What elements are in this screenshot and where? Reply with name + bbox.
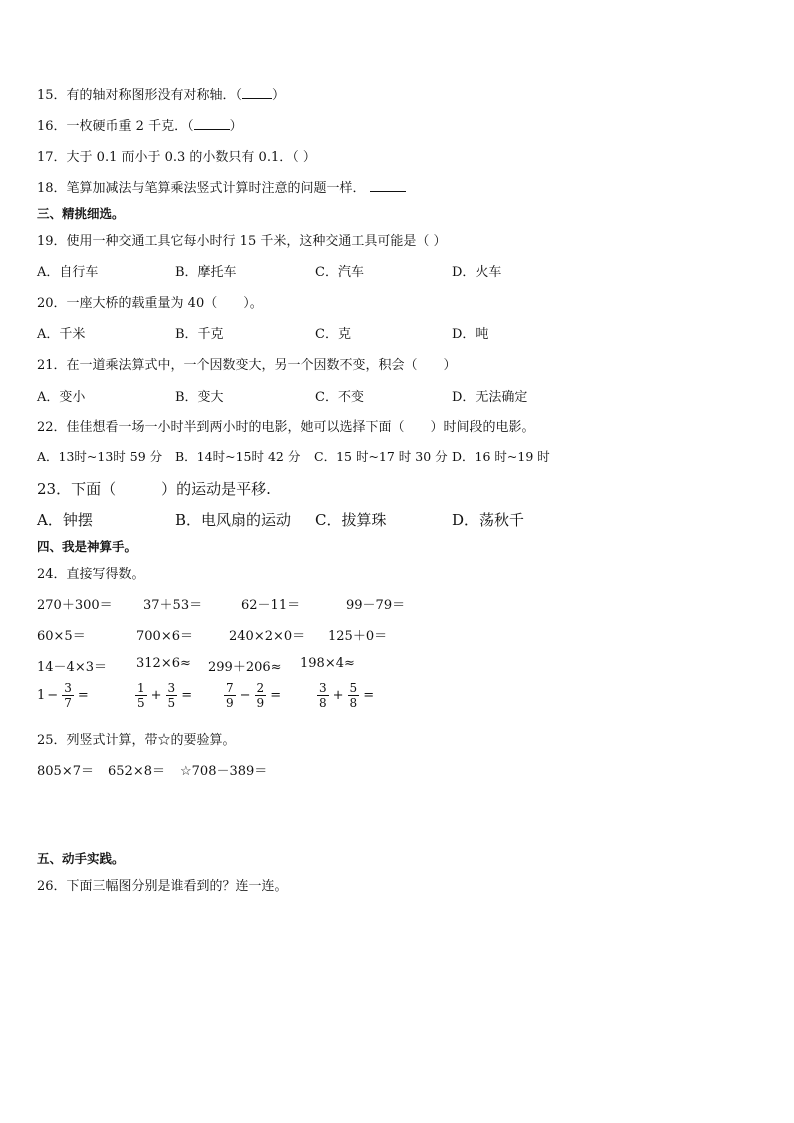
option-c[interactable]: C．不变: [315, 390, 364, 405]
section-3-title: 三、精挑细选。: [37, 206, 125, 221]
answer-blank[interactable]: [242, 86, 272, 99]
option-b[interactable]: B．变大: [175, 390, 224, 405]
calc-item: 37＋53＝: [143, 598, 203, 613]
fraction: $\frac{3}{5}$: [167, 681, 176, 710]
fraction: $\frac{3}{8}$: [319, 681, 327, 710]
option-d[interactable]: D．火车: [452, 265, 502, 280]
calc-item: 700×6＝: [136, 629, 193, 644]
option-c[interactable]: C．汽车: [315, 265, 364, 280]
calc-item: 652×8＝: [108, 764, 165, 779]
calc-item: 125＋0＝: [328, 629, 388, 644]
question-19: 19．使用一种交通工具它每小时行 15 千米，这种交通工具可能是（ ）: [37, 234, 447, 249]
option-d[interactable]: D．无法确定: [452, 390, 528, 405]
calc-item: 60×5＝: [37, 629, 86, 644]
option-a[interactable]: A．13时~13时 59 分: [37, 449, 163, 464]
calc-item: 14－4×3＝: [37, 660, 107, 675]
option-c[interactable]: C．15 时~17 时 30 分: [314, 449, 448, 464]
option-a[interactable]: A．变小: [37, 390, 86, 405]
calc-item: 99－79＝: [346, 598, 406, 613]
option-c[interactable]: C．拔算珠: [315, 511, 387, 529]
option-d[interactable]: D．荡秋千: [452, 511, 525, 529]
section-4-title: 四、我是神算手。: [37, 539, 138, 554]
question-22: 22．佳佳想看一场一小时半到两小时的电影，她可以选择下面（ ）时间段的电影。: [37, 420, 535, 435]
calc-item: 198×4≈: [300, 656, 355, 671]
option-b[interactable]: B．摩托车: [175, 265, 237, 280]
calc-item: 312×6≈: [136, 656, 191, 671]
calc-item: 240×2×0＝: [229, 629, 306, 644]
fraction: $\frac{1}{5}$: [137, 681, 145, 710]
question-20: 20．一座大桥的载重量为 40（ ）。: [37, 296, 263, 311]
option-a[interactable]: A．自行车: [37, 265, 99, 280]
question-23: 23．下面（ ）的运动是平移.: [37, 480, 271, 498]
fraction-expression: $\frac{7}{9}$ − $\frac{2}{9}$ =: [226, 681, 282, 710]
fraction-expression: $\frac{1}{5}$ + $\frac{3}{5}$ =: [137, 681, 193, 710]
fraction-expression: $\frac{3}{8}$ + $\frac{5}{8}$ =: [319, 681, 375, 710]
question-24: 24．直接写得数。: [37, 567, 145, 582]
fraction-expression: 1 − $\frac{3}{7}$ =: [37, 681, 89, 710]
answer-blank[interactable]: [194, 117, 230, 130]
option-b[interactable]: B．千克: [175, 327, 224, 342]
calc-item: 805×7＝: [37, 764, 94, 779]
option-b[interactable]: B．14时~15时 42 分: [175, 449, 301, 464]
fraction: $\frac{3}{7}$: [64, 681, 72, 710]
calc-item: 270＋300＝: [37, 598, 113, 613]
fraction: $\frac{5}{8}$: [349, 681, 358, 710]
section-5-title: 五、动手实践。: [37, 851, 125, 866]
option-d[interactable]: D．吨: [452, 327, 489, 342]
question-26: 26．下面三幅图分别是谁看到的？连一连。: [37, 879, 288, 894]
calc-item: ☆708－389＝: [180, 764, 268, 779]
option-c[interactable]: C．克: [315, 327, 351, 342]
option-a[interactable]: A．钟摆: [37, 511, 93, 529]
question-21: 21．在一道乘法算式中，一个因数变大，另一个因数不变，积会（ ）: [37, 358, 457, 373]
question-16: 16．一枚硬币重 2 千克．（ ）: [37, 119, 243, 134]
calc-item: 299＋206≈: [208, 660, 282, 675]
fraction: $\frac{2}{9}$: [256, 681, 265, 710]
option-b[interactable]: B．电风扇的运动: [175, 511, 292, 529]
answer-blank[interactable]: [370, 179, 406, 192]
question-18: 18．笔算加减法与笔算乘法竖式计算时注意的问题一样．: [37, 177, 406, 196]
question-15: 15．有的轴对称图形没有对称轴．（ ）: [37, 88, 286, 103]
option-a[interactable]: A．千米: [37, 327, 86, 342]
fraction: $\frac{7}{9}$: [226, 681, 234, 710]
calc-item: 62－11＝: [241, 598, 301, 613]
question-17: 17．大于 0.1 而小于 0.3 的小数只有 0.1．（ ）: [37, 150, 316, 165]
question-25: 25．列竖式计算，带☆的要验算。: [37, 733, 236, 748]
option-d[interactable]: D．16 时~19 时: [452, 449, 550, 464]
